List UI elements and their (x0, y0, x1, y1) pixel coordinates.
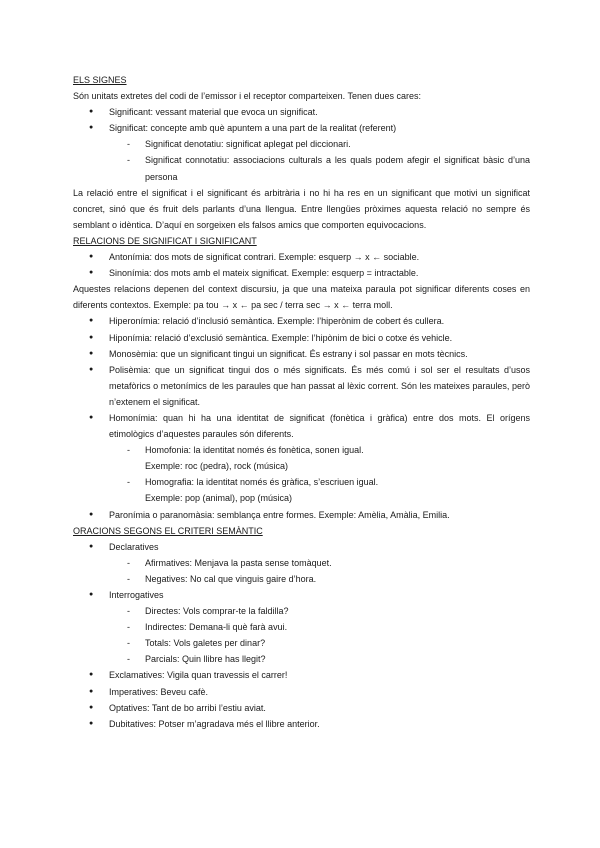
oracions-list-2 (73, 587, 530, 603)
list-item: ● Significant: vessant material que evoca un significat. (73, 104, 530, 120)
heading-oracions: ORACIONS SEGONS EL CRITERI SEMÀNTIC (73, 525, 263, 536)
declaratives-sublist (73, 555, 530, 587)
sub-list-item: - Parcials: Quin llibre has llegit? (73, 651, 530, 667)
list-item: ● Monosèmia: que un significant tingui un significat. És estrany i sol passar en mots tècnics. (73, 346, 530, 362)
sub-list-item: - Homofonia: la identitat només és fonètica, sonen igual. (73, 442, 530, 458)
sub-list-item: - Homografia: la identitat només és gràfica, s’escriuen igual. (73, 474, 530, 490)
sub-list-item: - Indirectes: Demana-li què farà avui. (73, 619, 530, 635)
heading-relacions: RELACIONS DE SIGNIFICAT I SIGNIFICANT (73, 235, 257, 246)
sub-list-example: Exemple: roc (pedra), rock (música) (145, 461, 289, 472)
list-item: ● Optatives: Tant de bo arribi l’estiu aviat. (73, 700, 530, 716)
context-paragraph: Aquestes relacions depenen del context discursiu, ja que una mateixa paraula pot significar diferents coses en diferents contextos. Exemple: pa tou → x ← pa sec / terra sec → x ← terra moll. (73, 284, 530, 311)
list-item: ● Interrogatives (73, 587, 530, 603)
list-item: ● Imperatives: Beveu cafè. (73, 684, 530, 700)
significat-sublist (73, 136, 530, 184)
document-page (73, 72, 530, 732)
list-item: ● Exclamatives: Vigila quan travessis el carrer! (73, 667, 530, 683)
relacions-list-a (73, 249, 530, 281)
relacions-list-c (73, 507, 530, 523)
oracions-list-3 (73, 667, 530, 731)
signes-list (73, 104, 530, 136)
list-item: ● Declaratives (73, 539, 530, 555)
list-item: ● Significat: concepte amb què apuntem a una part de la realitat (referent) (73, 120, 530, 136)
sub-list-item: - Afirmatives: Menjava la pasta sense tomàquet. (73, 555, 530, 571)
sub-list-item: - Totals: Vols galetes per dinar? (73, 635, 530, 651)
list-item: ● Polisèmia: que un significat tingui dos o més significats. És més comú i sol ser el resultats d’usos metafòrics o metonímics de les paraules que han passat al lèxic corrent. Són les mateixes paraules, però n’extenem el significat. (73, 362, 530, 410)
relacions-list-b (73, 313, 530, 442)
list-item: ● Hiperonímia: relació d’inclusió semàntica. Exemple: l’hiperònim de cobert és cullera. (73, 313, 530, 329)
list-item: ● Paronímia o paranomàsia: semblança entre formes. Exemple: Amèlia, Amàlia, Emilia. (73, 507, 530, 523)
list-item: ● Antonímia: dos mots de significat contrari. Exemple: esquerp → x ← sociable. (73, 249, 530, 265)
list-item: ● Hiponímia: relació d’exclusió semàntica. Exemple: l’hipònim de bici o cotxe és vehicle. (73, 330, 530, 346)
sub-list-item: - Directes: Vols comprar-te la faldilla? (73, 603, 530, 619)
list-item: ● Dubitatives: Potser m’agradava més el llibre anterior. (73, 716, 530, 732)
intro-text: Són unitats extretes del codi de l’emissor i el receptor comparteixen. Tenen dues cares: (73, 91, 422, 102)
arbitrarietat-paragraph: La relació entre el significat i el significant és arbitrària i no hi ha res en un significant que motivi un significat concret, sinó que és fruit dels parlants d’una llengua. Entre llengües pròximes aquesta relació no sempre és semblant o idèntica. D’aquí en sorgeixen els falsos amics que comporten equivocacions. (73, 187, 530, 230)
heading-els-signes: ELS SIGNES (73, 75, 127, 85)
list-item: ● Homonímia: quan hi ha una identitat de significat (fonètica i gràfica) entre dos mots. El orígens etimològics d’aquestes paraules són diferents. (73, 410, 530, 442)
list-item: ● Sinonímia: dos mots amb el mateix significat. Exemple: esquerp = intractable. (73, 265, 530, 281)
homonimia-sublist (73, 442, 530, 506)
interrogatives-sublist (73, 603, 530, 667)
oracions-list (73, 539, 530, 555)
sub-list-item: - Significat connotatiu: associacions culturals a les quals podem afegir el significat bàsic d’una persona (73, 152, 530, 184)
sub-list-item: - Negatives: No cal que vinguis gaire d’hora. (73, 571, 530, 587)
sub-list-item: - Significat denotatiu: significat aplegat pel diccionari. (73, 136, 530, 152)
sub-list-example: Exemple: pop (animal), pop (música) (145, 493, 293, 504)
